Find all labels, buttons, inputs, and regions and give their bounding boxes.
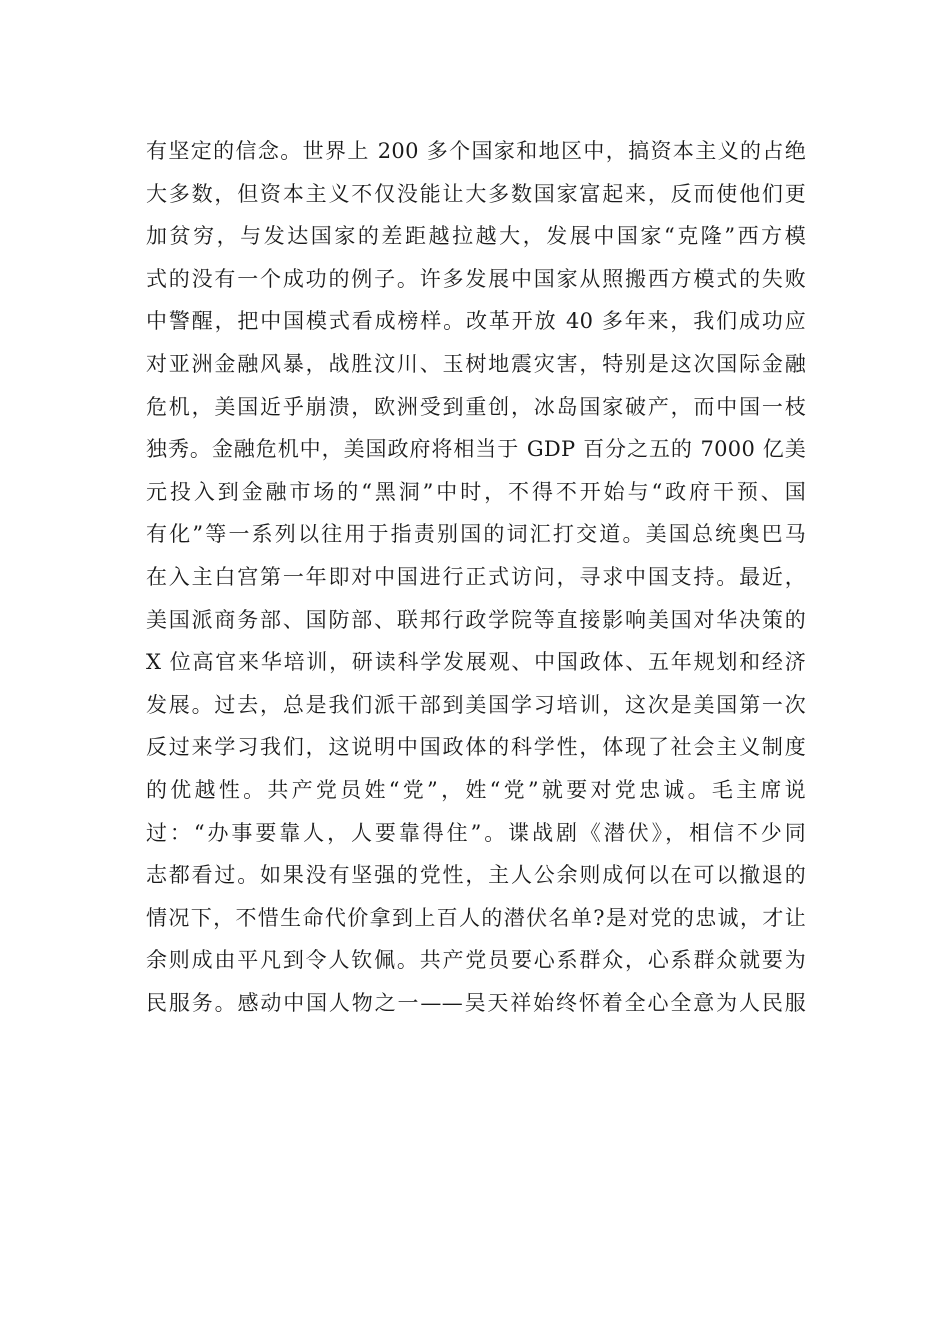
- text-line-7: 危机，美国近乎崩溃，欧洲受到重创，冰岛国家破产，而中国一枝: [146, 394, 806, 419]
- text-line-8: 独秀。金融危机中，美国政府将相当于 GDP 百分之五的 7000 亿美: [146, 437, 806, 462]
- text-line-20: 余则成由平凡到令人钦佩。共产党员要心系群众，心系群众就要为: [146, 948, 806, 973]
- text-line-19: 情况下，不惜生命代价拿到上百人的潜伏名单?是对党的忠诚，才让: [146, 905, 806, 930]
- text-line-17: 过：“办事要靠人，人要靠得住”。谍战剧《潜伏》，相信不少同: [146, 820, 806, 845]
- text-line-2: 大多数，但资本主义不仅没能让大多数国家富起来，反而使他们更: [146, 181, 806, 206]
- text-line-3: 加贫穷，与发达国家的差距越拉越大，发展中国家“克隆”西方模: [146, 224, 806, 249]
- text-line-14: 发展。过去，总是我们派干部到美国学习培训，这次是美国第一次: [146, 692, 806, 717]
- text-line-9: 元投入到金融市场的“黑洞”中时，不得不开始与“政府干预、国: [146, 479, 806, 504]
- text-line-5: 中警醒，把中国模式看成榜样。改革开放 40 多年来，我们成功应: [146, 309, 806, 334]
- text-line-11: 在入主白宫第一年即对中国进行正式访问，寻求中国支持。最近，: [146, 564, 806, 589]
- text-line-15: 反过来学习我们，这说明中国政体的科学性，体现了社会主义制度: [146, 735, 806, 760]
- text-line-12: 美国派商务部、国防部、联邦行政学院等直接影响美国对华决策的: [146, 607, 806, 632]
- text-line-18: 志都看过。如果没有坚强的党性，主人公余则成何以在可以撤退的: [146, 863, 806, 888]
- text-line-13: X 位高官来华培训，研读科学发展观、中国政体、五年规划和经济: [146, 650, 806, 675]
- text-line-4: 式的没有一个成功的例子。许多发展中国家从照搬西方模式的失败: [146, 266, 806, 291]
- text-line-1: 有坚定的信念。世界上 200 多个国家和地区中，搞资本主义的占绝: [146, 139, 806, 163]
- text-line-10: 有化”等一系列以往用于指责别国的词汇打交道。美国总统奥巴马: [146, 522, 806, 547]
- text-line-16: 的优越性。共产党员姓“党”，姓“党”就要对党忠诚。毛主席说: [146, 777, 806, 802]
- text-line-21: 民服务。感动中国人物之一——吴天祥始终怀着全心全意为人民服: [146, 990, 806, 1015]
- text-line-6: 对亚洲金融风暴，战胜汶川、玉树地震灾害，特别是这次国际金融: [146, 351, 806, 376]
- body-text: [146, 130, 806, 1024]
